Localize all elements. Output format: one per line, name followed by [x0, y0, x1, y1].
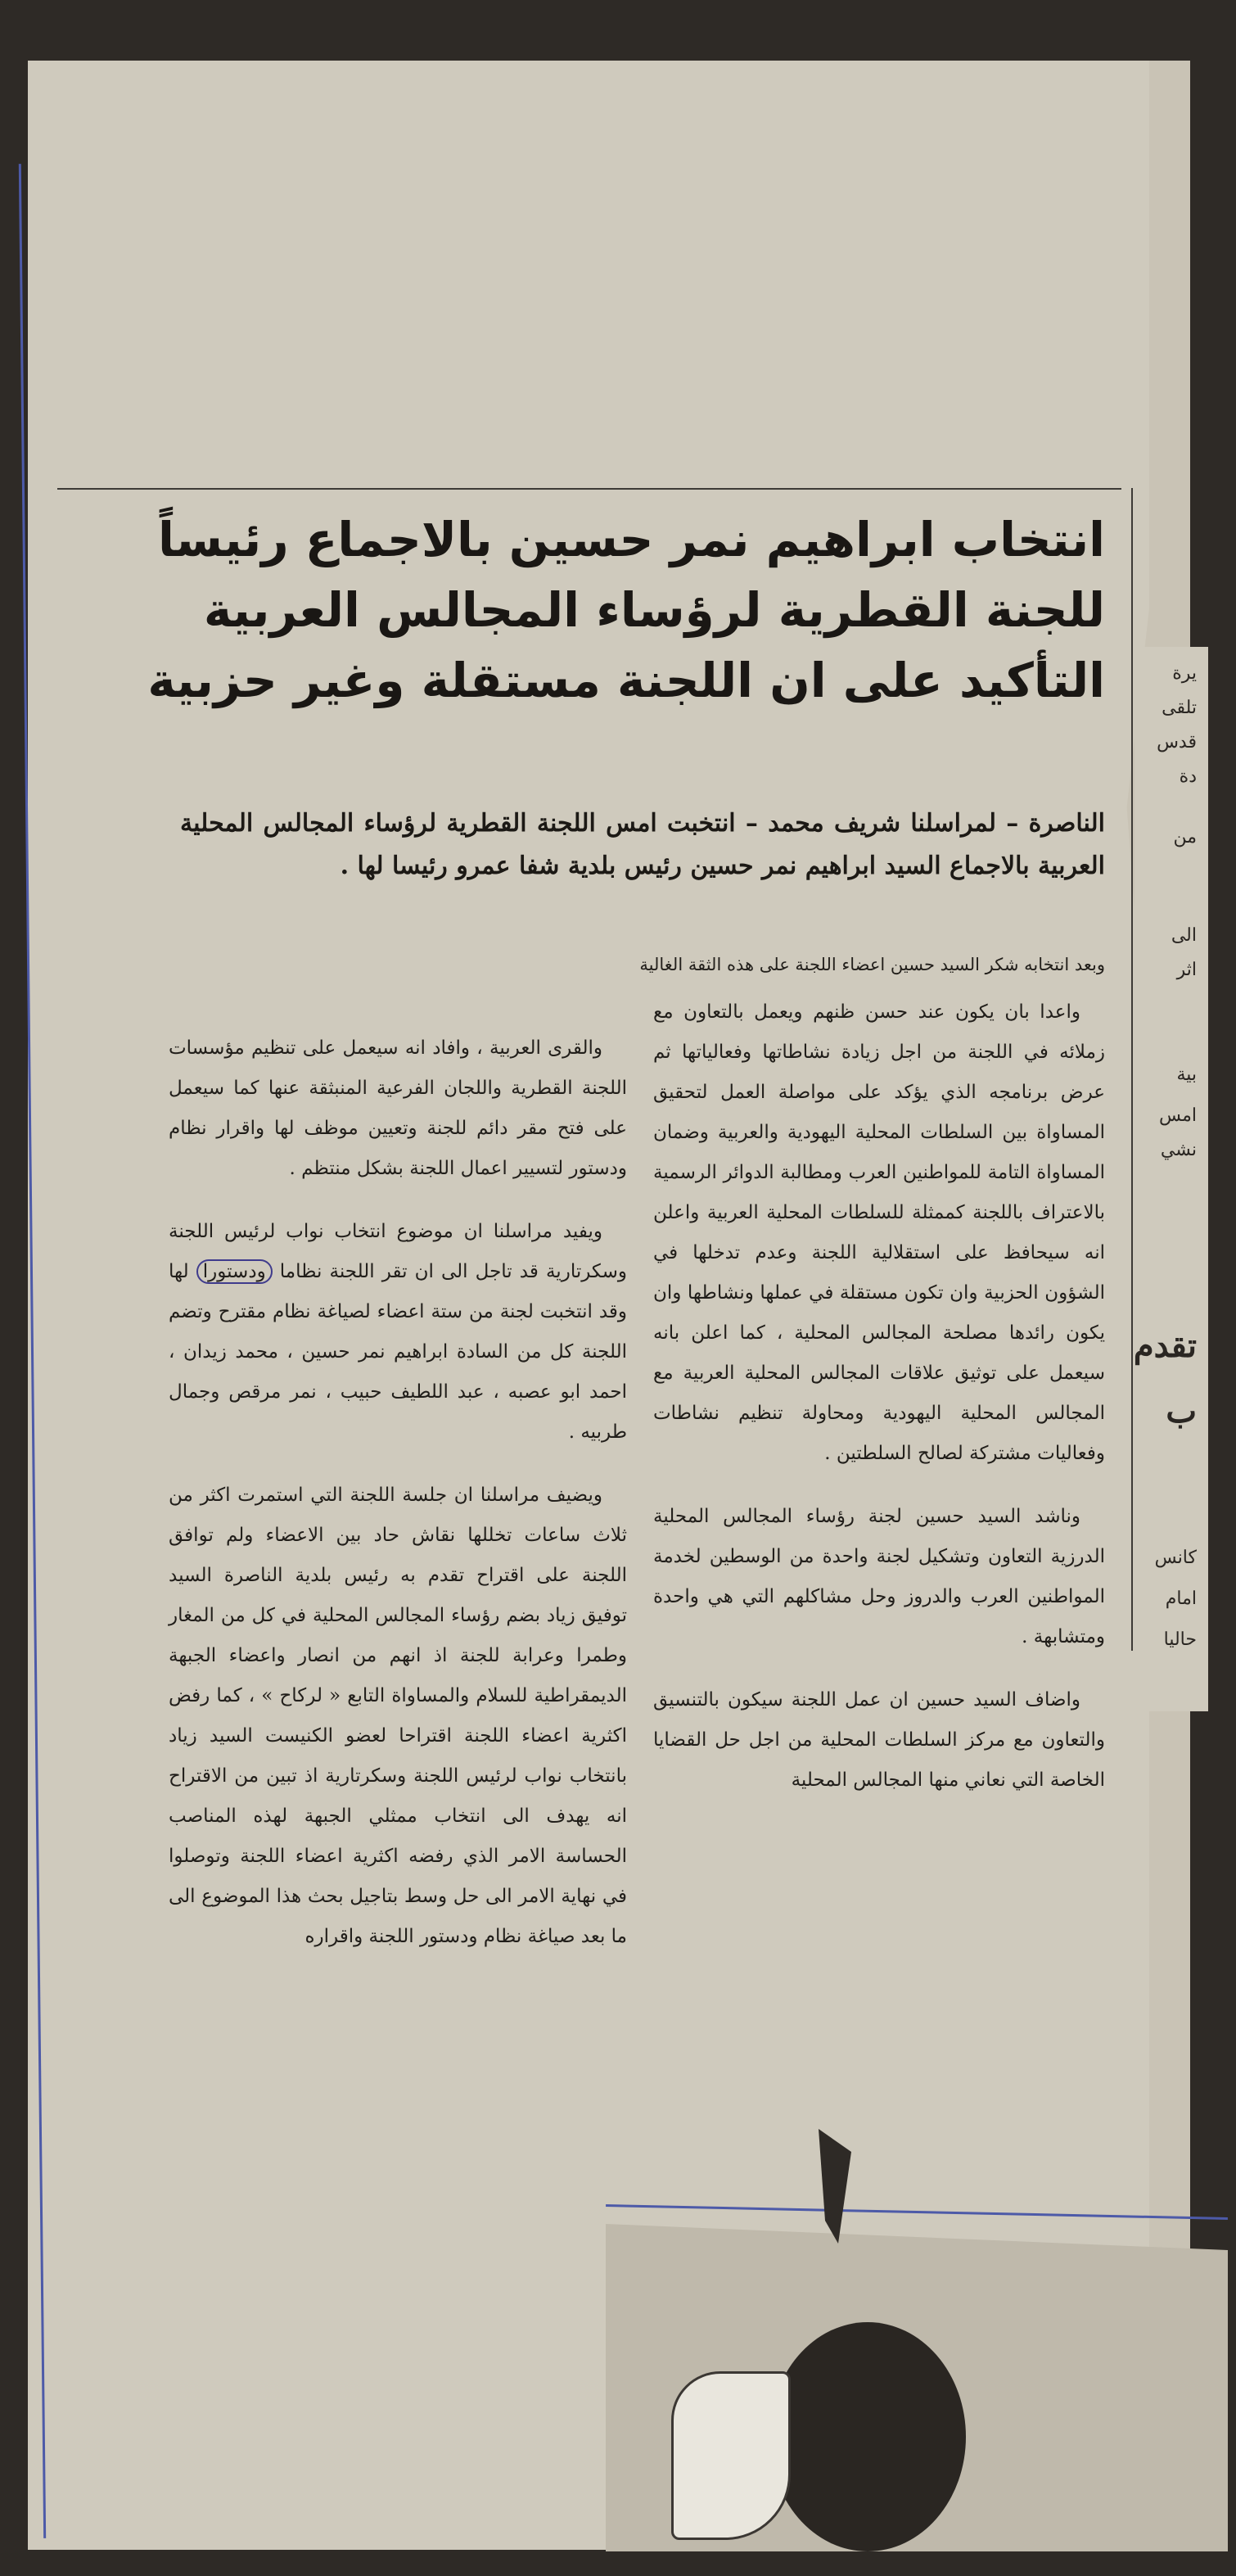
adjacent-photo-fragment — [606, 2224, 1228, 2551]
headline-line-1: انتخاب ابراهيم نمر حسين بالاجماع رئيساً — [157, 512, 1105, 567]
fragment-text: يرة — [1172, 663, 1197, 684]
article-top-rule — [57, 488, 1121, 490]
fragment-text: اثر — [1176, 960, 1197, 980]
fragment-text: قدس — [1157, 732, 1197, 752]
pen-circled-word: ودستورا — [196, 1259, 273, 1284]
headline-line-2: للجنة القطرية لرؤساء المجالس العربية — [203, 582, 1105, 638]
paragraph: والقرى العربية ، وافاد انه سيعمل على تنظيم مؤسسات اللجنة القطرية واللجان الفرعية المنبثقة عنها كما سيعمل على فتح مقر دائم للجنة وتعيين موظف لها واقرار نظام ودستور لتسيير اعمال اللجنة بشكل منتظم . — [169, 1037, 627, 1179]
article-headline — [147, 504, 1105, 716]
fragment-heading: تقدم — [1133, 1326, 1197, 1365]
paragraph: واضاف السيد حسين ان عمل اللجنة سيكون بالتنسيق والتعاون مع مركز السلطات المحلية من اجل حل القضايا الخاصة التي نعاني منها المجالس المحلية — [653, 1689, 1105, 1791]
fragment-text: دة — [1179, 766, 1197, 787]
paragraph: وناشد السيد حسين لجنة رؤساء المجالس المحلية الدرزية التعاون وتشكيل لجنة واحدة من الوسطين لخدمة المواطنين العرب والدروز وحل مشاكلهم التي هي واحدة ومتشابهة . — [653, 1506, 1105, 1647]
article-column-left — [169, 1028, 627, 1980]
photo-shape — [671, 2371, 791, 2540]
fragment-text: كانس — [1154, 1548, 1197, 1568]
paragraph-text: لها وقد انتخبت لجنة من ستة اعضاء لصياغة نظام مقترح وتضم اللجنة كل من السادة ابراهيم نمر حسين ، محمد زيدان ، احمد ابو عصبه ، عبد اللطيف حبيب ، نمر مرقص وجمال طربيه . — [169, 1261, 627, 1443]
article-side-rule — [1131, 488, 1133, 1651]
paragraph: ويضيف مراسلنا ان جلسة اللجنة التي استمرت اكثر من ثلاث ساعات تخللها نقاش حاد بين الاعضاء ولم توافق اللجنة على اقتراح تقدم به رئيس بلدية الناصرة السيد توفيق زياد بضم رؤساء المجالس المحلية في كل من المغار وطمرا وعرابة للجنة اذ انهم من انصار واعضاء الجبهة الديمقراطية للسلام والمساواة التابع « لركاح » ، كما رفض اكثرية اعضاء اللجنة اقتراحا لعضو الكنيست السيد زياد بانتخاب نواب لرئيس اللجنة وسكرتارية اذ تبين من الاقتراح انه يهدف الى انتخاب ممثلي الجبهة لهذه المناصب الحساسة الامر الذي رفضه اكثرية اعضاء اللجنة وتوصلوا في نهاية الامر الى حل وسط بتاجيل بحث هذا الموضوع الى ما بعد صياغة نظام ودستور اللجنة واقراره — [169, 1485, 627, 1947]
fragment-text: الى — [1171, 925, 1197, 946]
adjacent-article-fragment — [1135, 647, 1208, 1711]
article-lead: الناصرة – لمراسلنا شريف محمد – انتخبت امس اللجنة القطرية لرؤساء المجالس المحلية العربية بالاجماع السيد ابراهيم نمر حسين رئيس بلدية شفا عمرو رئيسا لها . — [180, 809, 1105, 880]
paragraph-text: ويفيد مراسلنا ان موضوع انتخاب نواب لرئيس اللجنة وسكرتارية قد تاجل الى ان تقر اللجنة نظاما — [169, 1221, 627, 1282]
fragment-heading: ب — [1166, 1392, 1197, 1430]
fragment-text: بية — [1176, 1064, 1197, 1085]
fragment-text: امام — [1165, 1589, 1197, 1609]
fragment-text: من — [1173, 827, 1197, 847]
article-intro: وبعد انتخابه شكر السيد حسين اعضاء اللجنة على هذه الثقة الغالية — [639, 955, 1105, 974]
article-column-right — [653, 992, 1105, 1824]
fragment-text: حاليا — [1163, 1629, 1197, 1650]
headline-line-3: التأكيد على ان اللجنة مستقلة وغير حزبية — [147, 653, 1105, 708]
fragment-text: امس — [1159, 1105, 1197, 1126]
paragraph: واعدا بان يكون عند حسن ظنهم ويعمل بالتعاون مع زملائه في اللجنة من اجل زيادة نشاطاتها وفعالياتها ثم عرض برنامجه الذي يؤكد على مواصلة العمل لتحقيق المساواة بين السلطات المحلية اليهودية والعربية وضمان المساواة التامة للمواطنين العرب ومطالبة الدوائر الرسمية بالاعتراف باللجنة كممثلة للسلطات المحلية العربية واعلن انه سيحافظ على استقلالية اللجنة وعدم تدخلها في الشؤون الحزبية وان تكون مستقلة في عملها ونشاطها وان يكون رائدها مصلحة المجالس المحلية ، كما اعلن بانه سيعمل على توثيق علاقات المجالس المحلية العربية مع المجالس المحلية اليهودية ومحاولة تنظيم نشاطات وفعاليات مشتركة لصالح السلطتين . — [653, 1001, 1105, 1464]
fragment-text: تلقى — [1162, 698, 1197, 718]
photo-shape — [769, 2322, 966, 2551]
fragment-text: نشي — [1160, 1140, 1197, 1160]
paragraph — [169, 1212, 627, 1453]
